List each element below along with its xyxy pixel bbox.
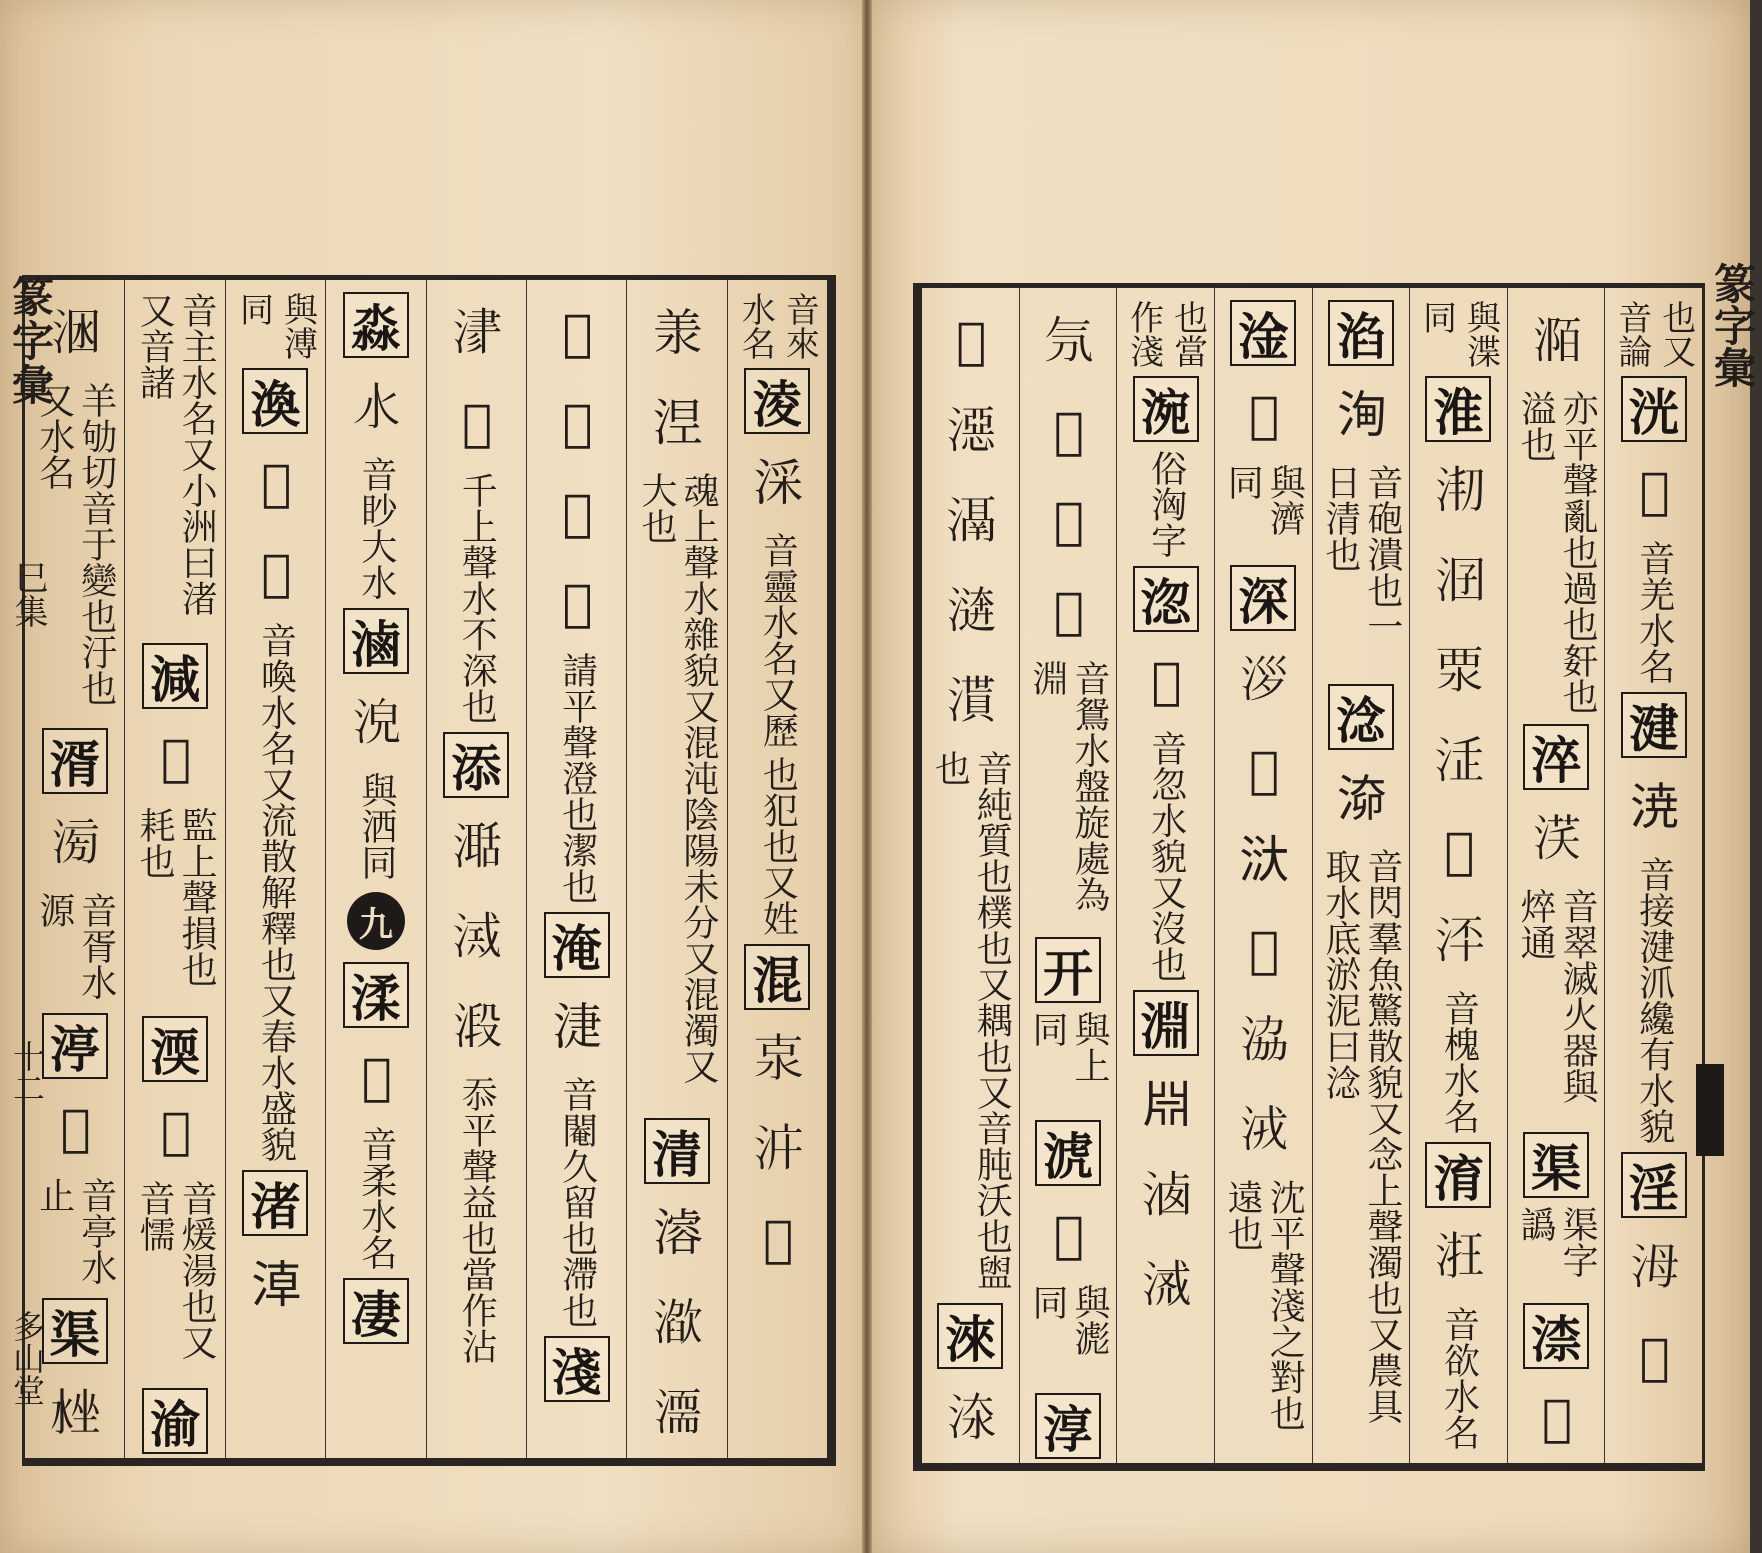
headword: 添	[443, 732, 509, 798]
gloss-note: 與洒同	[355, 772, 397, 880]
seal-script-glyph: 𣳲	[1434, 552, 1483, 610]
seal-script-glyph: 𣶊	[1532, 312, 1581, 370]
left-page-columns	[25, 280, 827, 1458]
seal-script-glyph: 𣽎	[956, 312, 985, 370]
note-line: 同	[1416, 300, 1457, 334]
note-line: 音來	[779, 292, 820, 360]
seal-script-glyph: 𣵫	[261, 454, 290, 512]
double-line-note	[735, 292, 819, 360]
note-line: 同	[233, 292, 274, 326]
gloss-note: 音忽水貌又沒也	[1145, 730, 1187, 982]
headword: 湕	[1621, 692, 1687, 758]
gloss-note: 音砲潰也一日清也	[1319, 464, 1403, 644]
gloss-note: 音鴛水盤旋處為淵	[1026, 660, 1110, 912]
note-line: 也又	[1655, 300, 1696, 368]
left-column-2	[626, 280, 726, 1458]
seal-script-glyph: 𣳱	[1434, 462, 1483, 520]
headword: 淊	[1328, 300, 1394, 366]
double-line-note	[1124, 300, 1208, 368]
double-line-note	[233, 292, 317, 360]
seal-script-glyph: 𣳶	[1434, 912, 1483, 970]
right-column-8	[922, 288, 1019, 1463]
note-line: 音論	[1611, 300, 1652, 368]
headword: 淰	[1328, 684, 1394, 750]
seal-script-glyph: 𣸁	[452, 304, 501, 362]
headword: 淲	[1035, 1120, 1101, 1186]
right-column-1	[1604, 288, 1702, 1463]
left-column-1	[727, 280, 827, 1458]
right-column-2	[1507, 288, 1605, 1463]
headword: 淴	[1133, 566, 1199, 632]
headword: 渝	[142, 1388, 208, 1454]
gloss-note: 渠字譌	[1515, 1206, 1599, 1279]
seal-script-glyph: 𣷌	[562, 394, 591, 452]
seal-script-glyph: 𣽒	[946, 672, 995, 730]
headword: 深	[1230, 565, 1296, 631]
gloss-note: 請平聲澄也潔也	[556, 652, 598, 904]
gloss-note: 音槐水名	[1438, 990, 1480, 1134]
seal-script-glyph: 𣵦	[1336, 386, 1385, 444]
headword: 滷	[343, 608, 409, 674]
seal-script-glyph: 𣳝	[753, 1120, 802, 1178]
seal-script-glyph: 𣷋	[562, 304, 591, 362]
gloss-note: 亦平聲亂也過也姧也溢也	[1515, 390, 1599, 714]
gloss-note: 音主水名又小洲曰渚又音諸	[134, 292, 218, 616]
headword: 开	[1035, 937, 1101, 1003]
seal-script-glyph: 𣴖	[1239, 651, 1288, 710]
gloss-note: 音翠滅火器與焠通	[1515, 887, 1599, 1104]
seal-script-glyph: 𣴟	[351, 694, 400, 752]
right-column-7	[1019, 288, 1117, 1463]
margin-page-number: 十二	[8, 1040, 46, 1104]
right-column-4	[1312, 288, 1410, 1463]
seal-script-glyph: 𣱕	[1043, 312, 1092, 370]
seal-script-glyph: 𣱗	[1053, 492, 1082, 550]
seal-script-glyph: 𣴗	[1249, 741, 1278, 800]
seal-script-glyph: 𣹂	[452, 998, 501, 1056]
seal-script-glyph: 𣷎	[562, 574, 591, 632]
gloss-note: 音煖湯也又音懦	[134, 1179, 218, 1360]
seal-script-glyph: 𣷝	[1629, 778, 1678, 836]
seal-script-glyph: 𣴛	[1239, 1101, 1288, 1160]
gloss-note: 音喚水名又流散解釋也又春水盛貌	[255, 622, 297, 1162]
left-page-frame	[22, 275, 836, 1466]
headword: 渙	[242, 368, 308, 434]
gloss-note: 俗洶字	[1145, 450, 1187, 558]
headword: 淬	[1523, 724, 1589, 790]
gloss-note: 音亭水止	[33, 1177, 117, 1286]
margin-title: 篆字彙	[6, 275, 55, 407]
seal-script-glyph: 𣴚	[1239, 1011, 1288, 1070]
seal-script-glyph: 𣽌	[652, 1294, 701, 1352]
seal-script-glyph: 𣷍	[562, 484, 591, 542]
left-column-5	[325, 280, 425, 1458]
seal-script-glyph: 𣶲	[763, 1210, 792, 1268]
seal-script-glyph: 𣶢	[50, 814, 99, 873]
headword: 淶	[937, 1303, 1003, 1369]
gloss-note: 音閹久留也滯也	[556, 1076, 598, 1328]
right-column-6	[1116, 288, 1214, 1463]
seal-script-glyph: 𣵱	[1434, 1228, 1483, 1286]
seal-script-glyph: 𣵐	[1249, 386, 1278, 444]
seal-script-glyph: 𣵟	[946, 1389, 995, 1447]
headword: 減	[142, 643, 208, 709]
seal-script-glyph: 𣽏	[946, 402, 995, 460]
double-line-note	[1416, 300, 1500, 368]
headword: 渚	[242, 1170, 308, 1236]
gloss-note: 魂上聲水雜貌又混沌陰陽未分又混濁又大也	[635, 472, 719, 1084]
seal-script-glyph: 𣽅	[452, 818, 501, 876]
headword: 淩	[744, 368, 810, 434]
headword: 渟	[42, 1013, 108, 1079]
headword: 渘	[343, 962, 409, 1028]
gloss-note: 音眇大水	[355, 456, 397, 600]
seal-script-glyph: 𣱘	[1053, 582, 1082, 640]
headword: 渠	[42, 1298, 108, 1364]
headword: 淺	[544, 1336, 610, 1402]
note-line: 與溥	[277, 292, 318, 360]
headword: 凄	[343, 1278, 409, 1344]
headword: 淼	[343, 292, 409, 358]
note-line: 也當	[1167, 300, 1208, 368]
seal-script-glyph: 𣴘	[1239, 831, 1288, 890]
seal-script-glyph: 𣵔	[1053, 1206, 1082, 1265]
double-line-note	[1612, 300, 1696, 368]
seal-script-glyph: 𣽊	[652, 1204, 701, 1262]
seal-script-glyph: 𣴳	[50, 1384, 99, 1442]
seal-script-glyph: 𣳴	[1434, 732, 1483, 790]
gloss-note: 音靈水名又歷	[757, 532, 799, 748]
right-page-frame	[913, 283, 1705, 1471]
gloss-note: 與濟同	[1222, 464, 1306, 536]
headword: 渿	[1523, 1303, 1589, 1369]
gloss-note: 監上聲損也耗也	[134, 807, 218, 988]
seal-script-glyph: 𣽈	[652, 1384, 701, 1442]
left-column-8	[25, 280, 124, 1458]
left-column-7	[124, 280, 224, 1458]
note-line: 作淺	[1123, 300, 1164, 368]
seal-script-glyph: 𣶃	[251, 1256, 300, 1314]
seal-script-glyph: 𣹀	[462, 394, 491, 452]
gloss-note: 音柔水名	[355, 1126, 397, 1270]
seal-script-glyph: 𣴺	[50, 304, 99, 362]
seal-script-glyph: 𣳠	[1629, 1238, 1678, 1296]
seal-script-glyph: 𣶶	[753, 454, 802, 512]
seal-script-glyph: 𣸸	[161, 1101, 190, 1160]
headword: 淯	[1425, 1142, 1491, 1208]
gloss-note: 音胥水源	[33, 892, 117, 1001]
seal-script-glyph: 𣷉	[361, 1048, 390, 1106]
seal-script-glyph: 𣳳	[1434, 642, 1483, 700]
headword: 洸	[1621, 376, 1687, 442]
gloss-note: 千上聲水不深也	[456, 472, 498, 724]
seal-script-glyph: 𣸂	[452, 908, 501, 966]
margin-section: 巳集	[8, 560, 48, 628]
seal-script-glyph: 𣵽	[1532, 809, 1581, 868]
headword: 渠	[1523, 1132, 1589, 1198]
gloss-note: 忝平聲益也當作沾	[456, 1076, 498, 1364]
seal-script-glyph: 𣶐	[1336, 770, 1385, 829]
seal-script-glyph: 𣷇	[60, 1099, 89, 1158]
gloss-note: 音純質也樸也又耦也又音肫沃也盥也	[929, 750, 1013, 1290]
seal-script-glyph: 𣶏	[552, 998, 601, 1056]
right-column-3	[1409, 288, 1507, 1463]
seal-script-glyph: 𣵼	[1639, 462, 1668, 520]
gloss-note: 也犯也又姓	[757, 756, 799, 936]
gloss-note: 音閃羣魚驚散貌又念上聲濁也又農具取水底淤泥曰淰	[1319, 848, 1403, 1425]
headword: 淫	[1621, 1152, 1687, 1218]
gloss-note: 音欲水名	[1438, 1306, 1480, 1450]
seal-script-glyph: 𣴎	[652, 304, 701, 362]
left-column-3	[526, 280, 626, 1458]
left-column-4	[426, 280, 526, 1458]
margin-black-block	[1696, 1064, 1724, 1156]
headword: 渜	[142, 1016, 208, 1082]
seal-script-glyph: 𣱖	[1053, 402, 1082, 460]
circled-marker: 九	[347, 892, 405, 950]
seal-script-glyph: 𣳵	[1444, 822, 1473, 880]
seal-script-glyph: 𣵃	[1151, 652, 1180, 710]
headword: 淮	[1425, 376, 1491, 442]
seal-script-glyph: 𣴙	[1249, 921, 1278, 980]
seal-script-glyph: 𣶒	[1141, 1076, 1190, 1134]
note-line: 水名	[735, 292, 776, 360]
gloss-note: 音羌水名	[1633, 540, 1675, 684]
margin-publisher: 多山堂	[8, 1310, 46, 1406]
headword: 淹	[544, 912, 610, 978]
headword: 淦	[1230, 300, 1296, 366]
seal-script-glyph: 𣶔	[1141, 1256, 1190, 1314]
headword: 涴	[1133, 376, 1199, 442]
headword: 清	[644, 1118, 710, 1184]
book-spine	[862, 0, 872, 1553]
gloss-note: 與滮同	[1026, 1284, 1110, 1357]
gloss-note: 沈平聲淺之對也遠也	[1222, 1179, 1306, 1432]
headword: 混	[744, 944, 810, 1010]
seal-script-glyph: 𣵬	[261, 544, 290, 602]
right-column-5	[1214, 288, 1312, 1463]
seal-script-glyph: 𣵀	[652, 394, 701, 452]
headword: 淳	[1035, 1393, 1101, 1459]
seal-script-glyph: 𣵕	[1542, 1389, 1571, 1447]
headword: 湑	[42, 728, 108, 794]
right-margin-title: 篆字彙	[1708, 262, 1757, 388]
seal-script-glyph: 𣽑	[946, 582, 995, 640]
gloss-note: 羊劬切音于變也汙也又水名	[33, 382, 117, 706]
left-column-6	[225, 280, 325, 1458]
seal-script-glyph: 𣳡	[1639, 1328, 1668, 1386]
seal-script-glyph: 𣵢	[161, 729, 190, 788]
headword: 淵	[1133, 990, 1199, 1056]
seal-script-glyph: 𣶓	[1141, 1166, 1190, 1224]
note-line: 與渫	[1460, 300, 1501, 368]
right-page-columns	[922, 288, 1702, 1463]
gloss-note: 音接湕沠纔有水貌	[1633, 856, 1675, 1144]
gloss-note: 與上同	[1026, 1011, 1110, 1084]
seal-script-glyph: 𣱱	[351, 378, 400, 436]
seal-script-glyph: 𣳂	[753, 1030, 802, 1088]
seal-script-glyph: 𣽐	[946, 492, 995, 550]
